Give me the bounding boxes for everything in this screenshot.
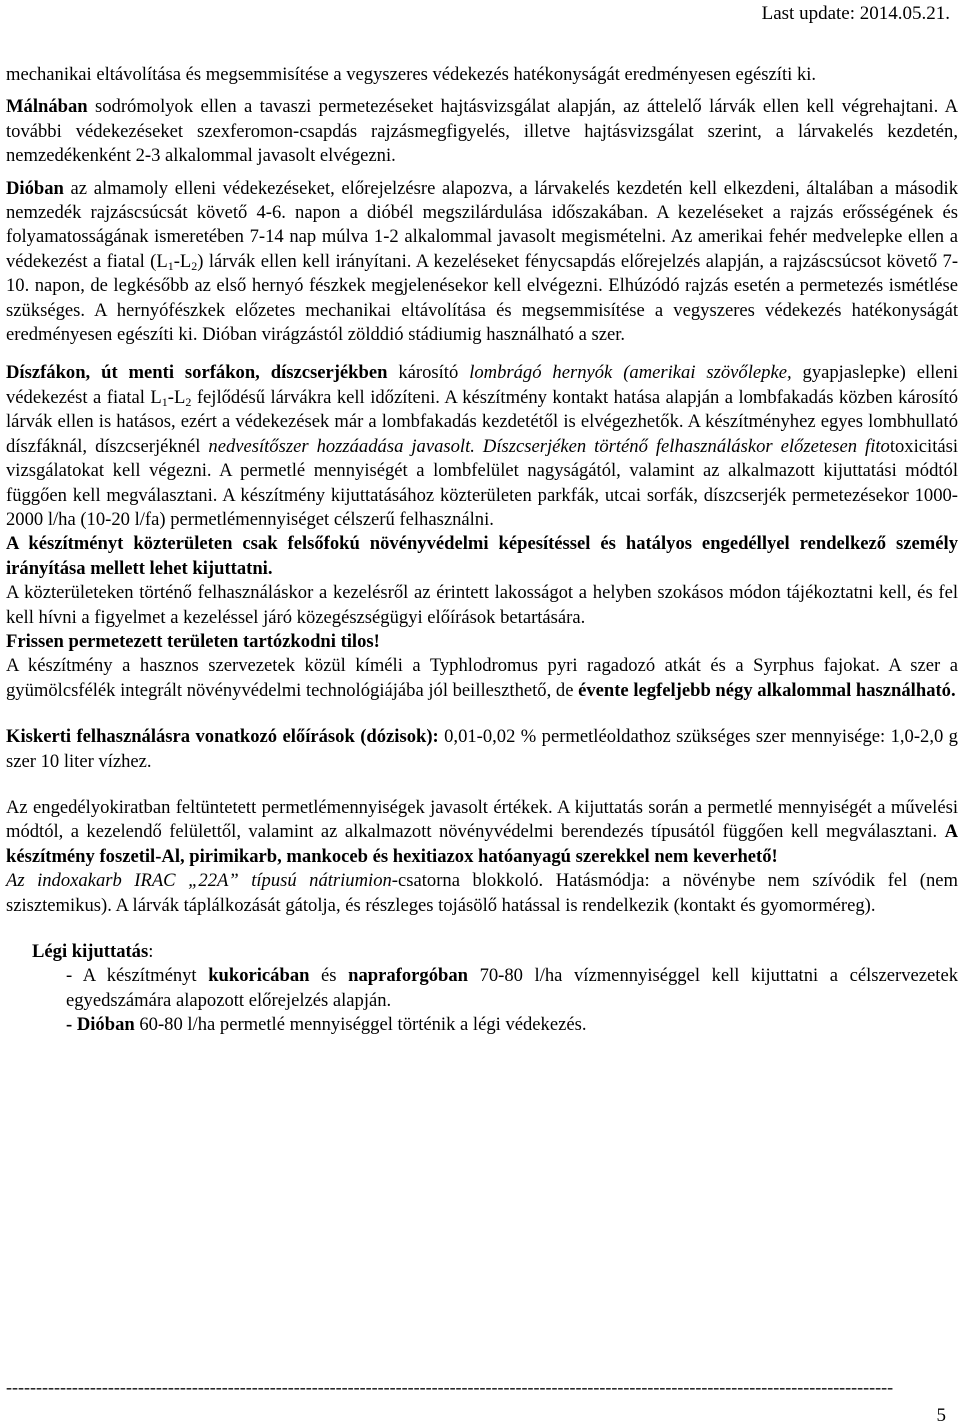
paragraph-text: A közterületeken történő felhasználáskor a kezelésről az érintett lakosságot a helyben szokásos módon tájékoztatni kell, és fel kell hívni a figyelmet a kezeléssel járó közegészségügyi előírások betartására. bbox=[6, 582, 958, 628]
footer-divider: ---------------------------------------------------------------------------------------------------------------------------------------------------- bbox=[6, 1377, 894, 1397]
paragraph-text: károsító bbox=[387, 362, 470, 384]
subscript: 1 bbox=[167, 258, 174, 273]
paragraph-text: Az engedélyokiratban feltüntetett permetlémennyiségek javasolt értékek. A kijuttatás során a permetlé mennyiségét a művelési módtól, a kezelendő felülettől, valamint az alkalmazott növényvédelmi berendezés típusától függően kell megválasztani. bbox=[6, 796, 958, 843]
document-body bbox=[6, 63, 958, 1038]
aerial-heading-colon: : bbox=[148, 941, 154, 962]
paragraph-garden-dosage bbox=[6, 725, 958, 774]
paragraph-text: 0,01-0,02 % permetléoldathoz szükséges szer mennyisége: 1,0-2,0 g szer 10 liter vízhez. bbox=[6, 726, 958, 772]
paragraph-text: csatorna blokkoló. Hatásmódja: a növénybe nem szívódik fel (nem szisztemikus). A lárvák táplálkozását gátolja, és részleges tojásölő hatással is rendelkezik (kontakt és gyomorméreg). bbox=[6, 870, 959, 916]
paragraph-beneficials bbox=[6, 654, 958, 703]
italic-note: nedvesítőszer hozzáadása javasolt. Díszcserjéken történő felhasználáskor előzetesen fito bbox=[208, 435, 890, 457]
paragraph-text: és bbox=[309, 965, 349, 987]
warning-text: Frissen permetezett területen tartózkodni tilos! bbox=[6, 630, 380, 652]
paragraph-text: A készítmény a hasznos szervezetek közül kíméli a Typhlodromus pyri ragadozó atkát és a Syrphus fajokat. A szer a gyümölcsfélék integrált növényvédelmi technológiájába jól beilleszthető, de bbox=[6, 655, 958, 701]
paragraph-text: toxicitási vizsgálatokat kell végezni. A permetlé mennyiségét a lombfelület nagyságától, valamint az alkalmazott kijuttatási módtól függően kell megválasztani. A készítmény kijuttatásához közterületen parkfák, utcai sorfák, díszcserjék permetezésekor 1000-2000 l/ha (10-20 l/fa) permetlémennyiséget célszerű felhasználni. bbox=[6, 435, 959, 530]
crop-heading-raspberry: Málnában bbox=[6, 96, 88, 118]
dosage-heading: Kiskerti felhasználásra vonatkozó előírások (dózisok): bbox=[6, 726, 439, 748]
paragraph-text: fejlődésű lárvákra kell időzíteni. A készítmény kontakt hatása alapján a lombfakadás közben károsító lárvák ellen is hatásos, ezért a védekezések már a lombfakadás kezdetétől is elvégezhetők. A készítményhez egyes lombhullató díszfáknál, díszcserjéknél bbox=[6, 386, 958, 457]
paragraph-public-info bbox=[6, 581, 958, 654]
pest-name: lombrágó hernyók (amerikai szövőlepke, bbox=[469, 362, 792, 384]
paragraph-walnut bbox=[6, 177, 958, 348]
warning-text: A készítményt közterületen csak felsőfokú növényvédelmi képesítéssel és hatályos engedéllyel rendelkező személy irányítása mellett lehet kijuttatni. bbox=[6, 533, 958, 579]
subscript: 1 bbox=[161, 394, 168, 409]
crop-heading-ornamentals: Díszfákon, út menti sorfákon, díszcserjékben bbox=[6, 362, 388, 384]
crop-name: kukoricában bbox=[208, 965, 310, 987]
paragraph-text: 70-80 l/ha vízmennyiséggel kell kijuttatni a célszervezetek egyedszámára alapozott előrejelzés alapján. bbox=[66, 965, 958, 1011]
paragraph-mode-of-action bbox=[6, 869, 958, 918]
paragraph-raspberry bbox=[6, 95, 958, 168]
paragraph-spray-volume bbox=[6, 796, 958, 869]
paragraph-text: -L bbox=[173, 250, 192, 272]
subscript: 2 bbox=[185, 394, 192, 409]
aerial-item-walnut bbox=[66, 1013, 958, 1037]
crop-heading-walnut: Dióban bbox=[6, 177, 64, 199]
aerial-application-section bbox=[32, 940, 958, 964]
paragraph-text: mechanikai eltávolítása és megsemmisítése a vegyszeres védekezés hatékonyságát eredményesen egészíti ki. bbox=[6, 64, 817, 85]
page-number: 5 bbox=[936, 1405, 946, 1426]
paragraph-public-areas-warning bbox=[6, 532, 958, 581]
paragraph-text: -L bbox=[167, 386, 186, 408]
paragraph-ornamental-trees bbox=[6, 361, 958, 532]
paragraph-text: 60-80 l/ha permetlé mennyiséggel történik a légi védekezés. bbox=[134, 1014, 587, 1036]
paragraph-text: gyapjaslepke) elleni védekezést a fiatal L bbox=[6, 362, 958, 408]
paragraph-text: sodrómolyok ellen a tavaszi permetezéseket hajtásvizsgálat alapján, az áttelelő lárvák ellen kell végrehajtani. A további védekezéseket szexferomon-csapdás rajzásmegfigyelés, illetve hajtásvizsgálat szerint, a lárvakelés kezdetén, nemzedékenként 2-3 alkalommal javasolt elvégezni. bbox=[6, 96, 958, 167]
crop-name: napraforgóban bbox=[348, 965, 468, 987]
last-update-date: Last update: 2014.05.21. bbox=[761, 3, 950, 24]
aerial-item-corn-sunflower bbox=[66, 964, 958, 1013]
subscript: 2 bbox=[191, 258, 198, 273]
paragraph-continuation bbox=[6, 63, 958, 87]
warning-text: A készítmény foszetil-Al, pirimikarb, mankoceb és hexitiazox hatóanyagú szerekkel nem keverhető! bbox=[6, 821, 958, 867]
crop-name: - Dióban bbox=[66, 1014, 135, 1036]
paragraph-text: ) lárvák ellen kell irányítani. A kezeléseket fénycsapdás előrejelzés alapján, a rajzáscsúcsot követő 7-10. napon, de legkésőbb az első hernyó fészkek megjelenésekor kell elvégezni. Elhúzódó rajzás esetén a permetezés ismétlése szükséges. A hernyófészkek előzetes mechanikai eltávolítása és megsemmisítése a vegyszeres védekezés hatékonyságát eredményesen egészíti ki. Dióban virágzástól zölddió stádiumig használható a szer. bbox=[6, 250, 959, 346]
paragraph-text: - A készítményt bbox=[66, 965, 209, 987]
aerial-heading bbox=[32, 940, 958, 964]
italic-note: Az indoxakarb IRAC „22A” típusú nátriumion- bbox=[6, 870, 398, 892]
warning-text: évente legfeljebb négy alkalommal használható. bbox=[578, 679, 956, 701]
aerial-heading-bold: Légi kijuttatás bbox=[32, 941, 149, 962]
paragraph-text: az almamoly elleni védekezéseket, előrejelzésre alapozva, a lárvakelés kezdetén kell elkezdeni, általában a második nemzedék rajzáscsúcsát követő 4-6. napon a dióbél megszilárdulása időszakában. A kezeléseket a rajzás erősségének és folyamatosságának ismeretében 7-14 nap múlva 1-2 alkalommal javasolt megismételni. Az amerikai fehér medvelepke ellen a védekezést a fiatal (L bbox=[6, 177, 958, 272]
